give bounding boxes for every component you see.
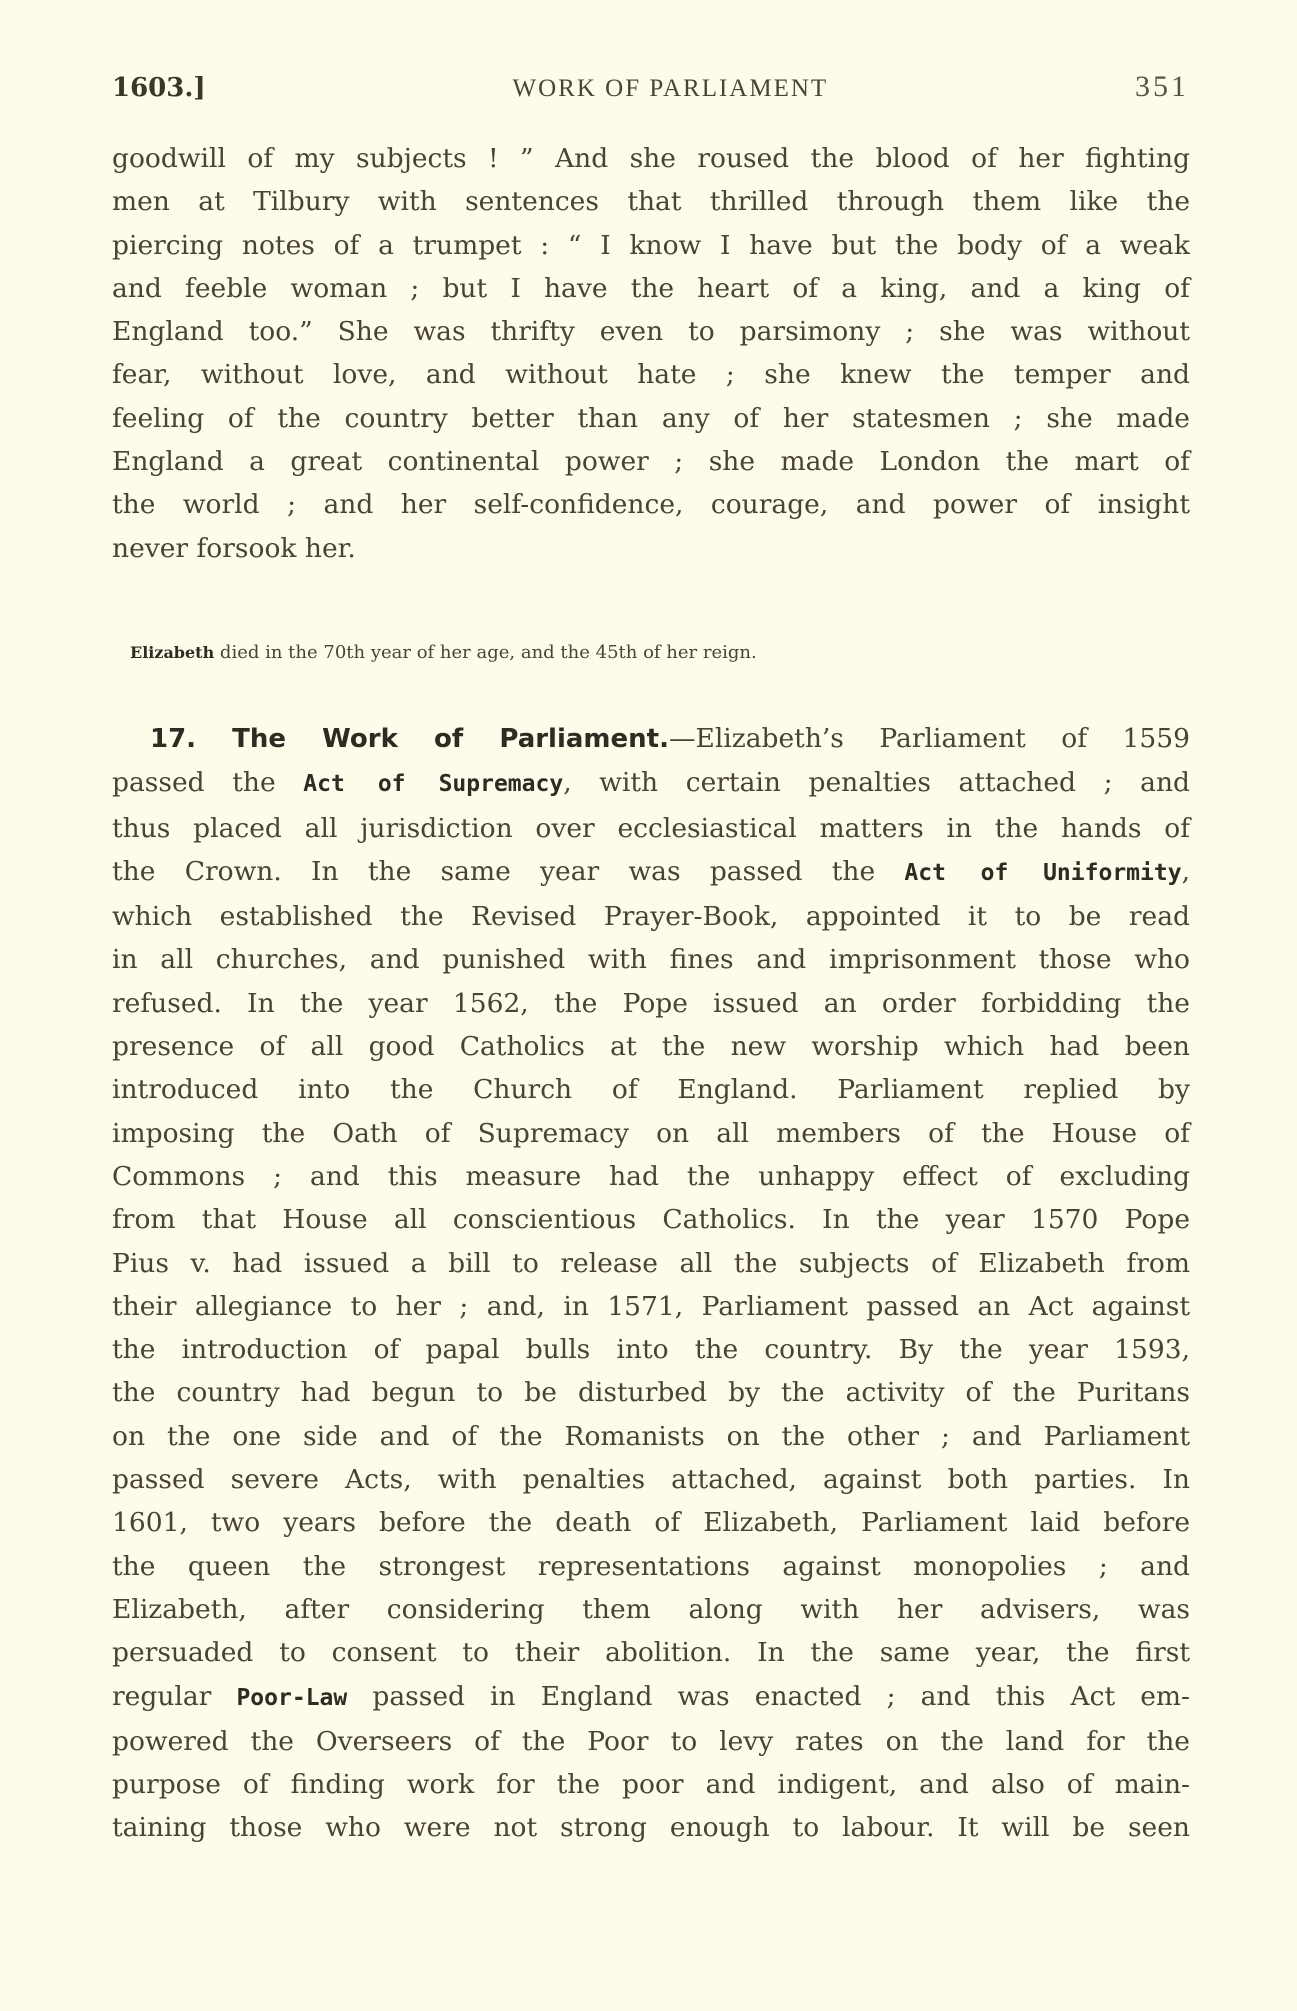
section-17-work-of-parliament (112, 717, 1190, 1850)
text-line: introduced into the Church of England. Parliament replied by (112, 1074, 1190, 1106)
note-bold-name: Elizabeth (130, 643, 215, 662)
term-poor-law: Poor-Law (236, 1684, 348, 1711)
text-line: taining those who were not strong enough to labour. It will be seen (112, 1812, 1190, 1844)
text-line: fear, without love, and without hate ; she knew the temper and (112, 359, 1190, 391)
term-act-of-uniformity: Act of Uniformity (904, 859, 1182, 886)
text-line: in all churches, and punished with fines and imprisonment those who (112, 944, 1190, 976)
paragraph-elizabeth-character (112, 137, 1190, 570)
text-line: 1601, two years before the death of Elizabeth, Parliament laid before (112, 1507, 1190, 1539)
section-first-line (112, 717, 1190, 761)
running-head (112, 70, 1189, 110)
text-line (112, 761, 1190, 806)
text-fragment: passed in England was enacted ; and this Act em- (347, 1680, 1190, 1712)
text-line: powered the Overseers of the Poor to levy rates on the land for the (112, 1725, 1190, 1757)
running-head-title: WORK OF PARLIAMENT (512, 75, 829, 102)
text-line: thus placed all jurisdiction over ecclesiastical matters in the hands of (112, 812, 1190, 844)
text-line: imposing the Oath of Supremacy on all members of the House of (112, 1117, 1190, 1149)
text-line: passed severe Acts, with penalties attached, against both parties. In (112, 1464, 1190, 1496)
note-text: died in the 70th year of her age, and the 45th of her reign. (214, 642, 757, 663)
text-line: men at Tilbury with sentences that thrilled through them like the (112, 186, 1190, 218)
text-line: piercing notes of a trumpet : “ I know I have but the body of a weak (112, 229, 1190, 261)
text-line: England too.” She was thrifty even to parsimony ; she was without (112, 316, 1190, 348)
text-fragment: the Crown. In the same year was passed the (112, 855, 905, 887)
text-line: the introduction of papal bulls into the country. By the year 1593, (112, 1334, 1190, 1366)
text-line: their allegiance to her ; and, in 1571, Parliament passed an Act against (112, 1290, 1190, 1322)
text-line: Commons ; and this measure had the unhappy effect of excluding (112, 1160, 1190, 1192)
text-fragment: regular (112, 1680, 237, 1712)
text-line: England a great continental power ; she made London the mart of (112, 446, 1190, 478)
text-line: feeling of the country better than any of her statesmen ; she made (112, 402, 1190, 434)
text-line (112, 850, 1190, 895)
running-head-date: 1603.] (112, 73, 206, 103)
text-fragment: —Elizabeth’s Parliament of 1559 (668, 723, 1190, 754)
text-line: and feeble woman ; but I have the heart of a king, and a king of (112, 272, 1190, 304)
text-line: purpose of finding work for the poor and indigent, and also of main- (112, 1769, 1190, 1801)
text-line (112, 1675, 1190, 1720)
text-line: presence of all good Catholics at the new worship which had been (112, 1031, 1190, 1063)
text-line: never forsook her. (112, 532, 356, 564)
text-line: refused. In the year 1562, the Pope issued an order forbidding the (112, 987, 1190, 1019)
text-line: Pius v. had issued a bill to release all the subjects of Elizabeth from (112, 1247, 1190, 1279)
text-line: on the one side and of the Romanists on the other ; and Parliament (112, 1420, 1190, 1452)
term-act-of-supremacy: Act of Supremacy (303, 771, 564, 798)
text-fragment: , with certain penalties attached ; and (563, 767, 1190, 799)
text-line: the world ; and her self-confidence, courage, and power of insight (112, 489, 1190, 521)
text-line: the country had begun to be disturbed by the activity of the Puritans (112, 1377, 1190, 1409)
text-line: persuaded to consent to their abolition. In the same year, the first (112, 1637, 1190, 1669)
text-fragment: passed the (112, 767, 304, 799)
text-line: the queen the strongest representations against monopolies ; and (112, 1550, 1190, 1582)
page-number: 351 (1135, 70, 1189, 103)
death-note (130, 642, 1030, 663)
text-line: goodwill of my subjects ! ” And she roused the blood of her fighting (112, 143, 1190, 174)
text-fragment: , (1181, 855, 1190, 887)
section-heading: 17. The Work of Parliament. (150, 724, 669, 754)
text-line: which established the Revised Prayer-Book, appointed it to be read (112, 901, 1190, 933)
text-line: from that House all conscientious Catholics. In the year 1570 Pope (112, 1204, 1190, 1236)
text-line: Elizabeth, after considering them along with her advisers, was (112, 1593, 1190, 1625)
